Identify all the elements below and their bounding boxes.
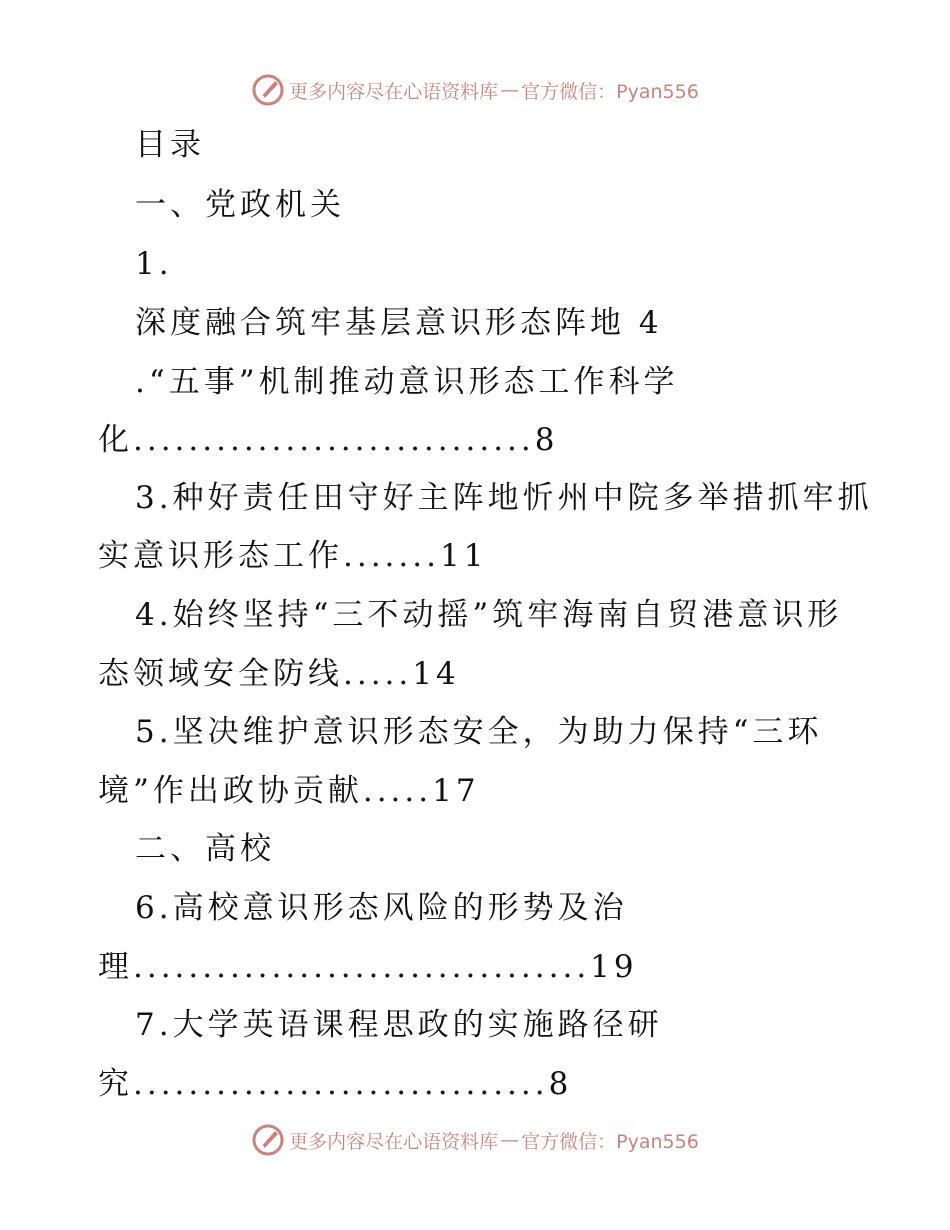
toc-section-heading: 一、党政机关 bbox=[135, 187, 345, 223]
toc-entry-number: 1. bbox=[135, 246, 173, 282]
toc-entry: 5.坚决维护意识形态安全，为助力保持“三环 bbox=[135, 714, 823, 750]
toc-title: 目录 bbox=[135, 127, 205, 163]
toc-entry-continuation: 理.................................19 bbox=[98, 949, 638, 985]
toc-entry-continuation: 究..............................8 bbox=[98, 1066, 573, 1102]
toc-entry-continuation: 化.............................8 bbox=[98, 422, 559, 458]
quill-logo-icon bbox=[251, 73, 285, 107]
watermark-separator: — bbox=[500, 1129, 520, 1151]
toc-entry: 7.大学英语课程思政的实施路径研 bbox=[135, 1007, 663, 1043]
watermark-wechat-text: 官方微信：Pyan556 bbox=[521, 1130, 699, 1153]
toc-entry-continuation: 实意识形态工作.......11 bbox=[98, 538, 488, 574]
toc-section-heading: 二、高校 bbox=[135, 831, 275, 867]
toc-entry: 深度融合筑牢基层意识形态阵地 4 bbox=[135, 305, 663, 341]
toc-entry: 4.始终坚持“三不动摇”筑牢海南自贸港意识形 bbox=[135, 597, 843, 633]
watermark-site-text: 更多内容尽在心语资料库 bbox=[289, 80, 499, 103]
toc-entry-continuation: 境”作出政协贡献.....17 bbox=[98, 773, 480, 809]
toc-entry: 3.种好责任田守好主阵地忻州中院多举措抓牢抓 bbox=[135, 480, 873, 516]
toc-entry: .“五事”机制推动意识形态工作科学 bbox=[135, 364, 679, 400]
quill-logo-icon bbox=[251, 1123, 285, 1157]
watermark-site-text: 更多内容尽在心语资料库 bbox=[289, 1130, 499, 1153]
watermark-header bbox=[0, 70, 950, 110]
toc-entry-continuation: 态领域安全防线.....14 bbox=[98, 656, 460, 692]
toc-entry: 6.高校意识形态风险的形势及治 bbox=[135, 890, 628, 926]
watermark-wechat-text: 官方微信：Pyan556 bbox=[521, 80, 699, 103]
watermark-separator: — bbox=[500, 79, 520, 101]
watermark-footer bbox=[0, 1120, 950, 1160]
